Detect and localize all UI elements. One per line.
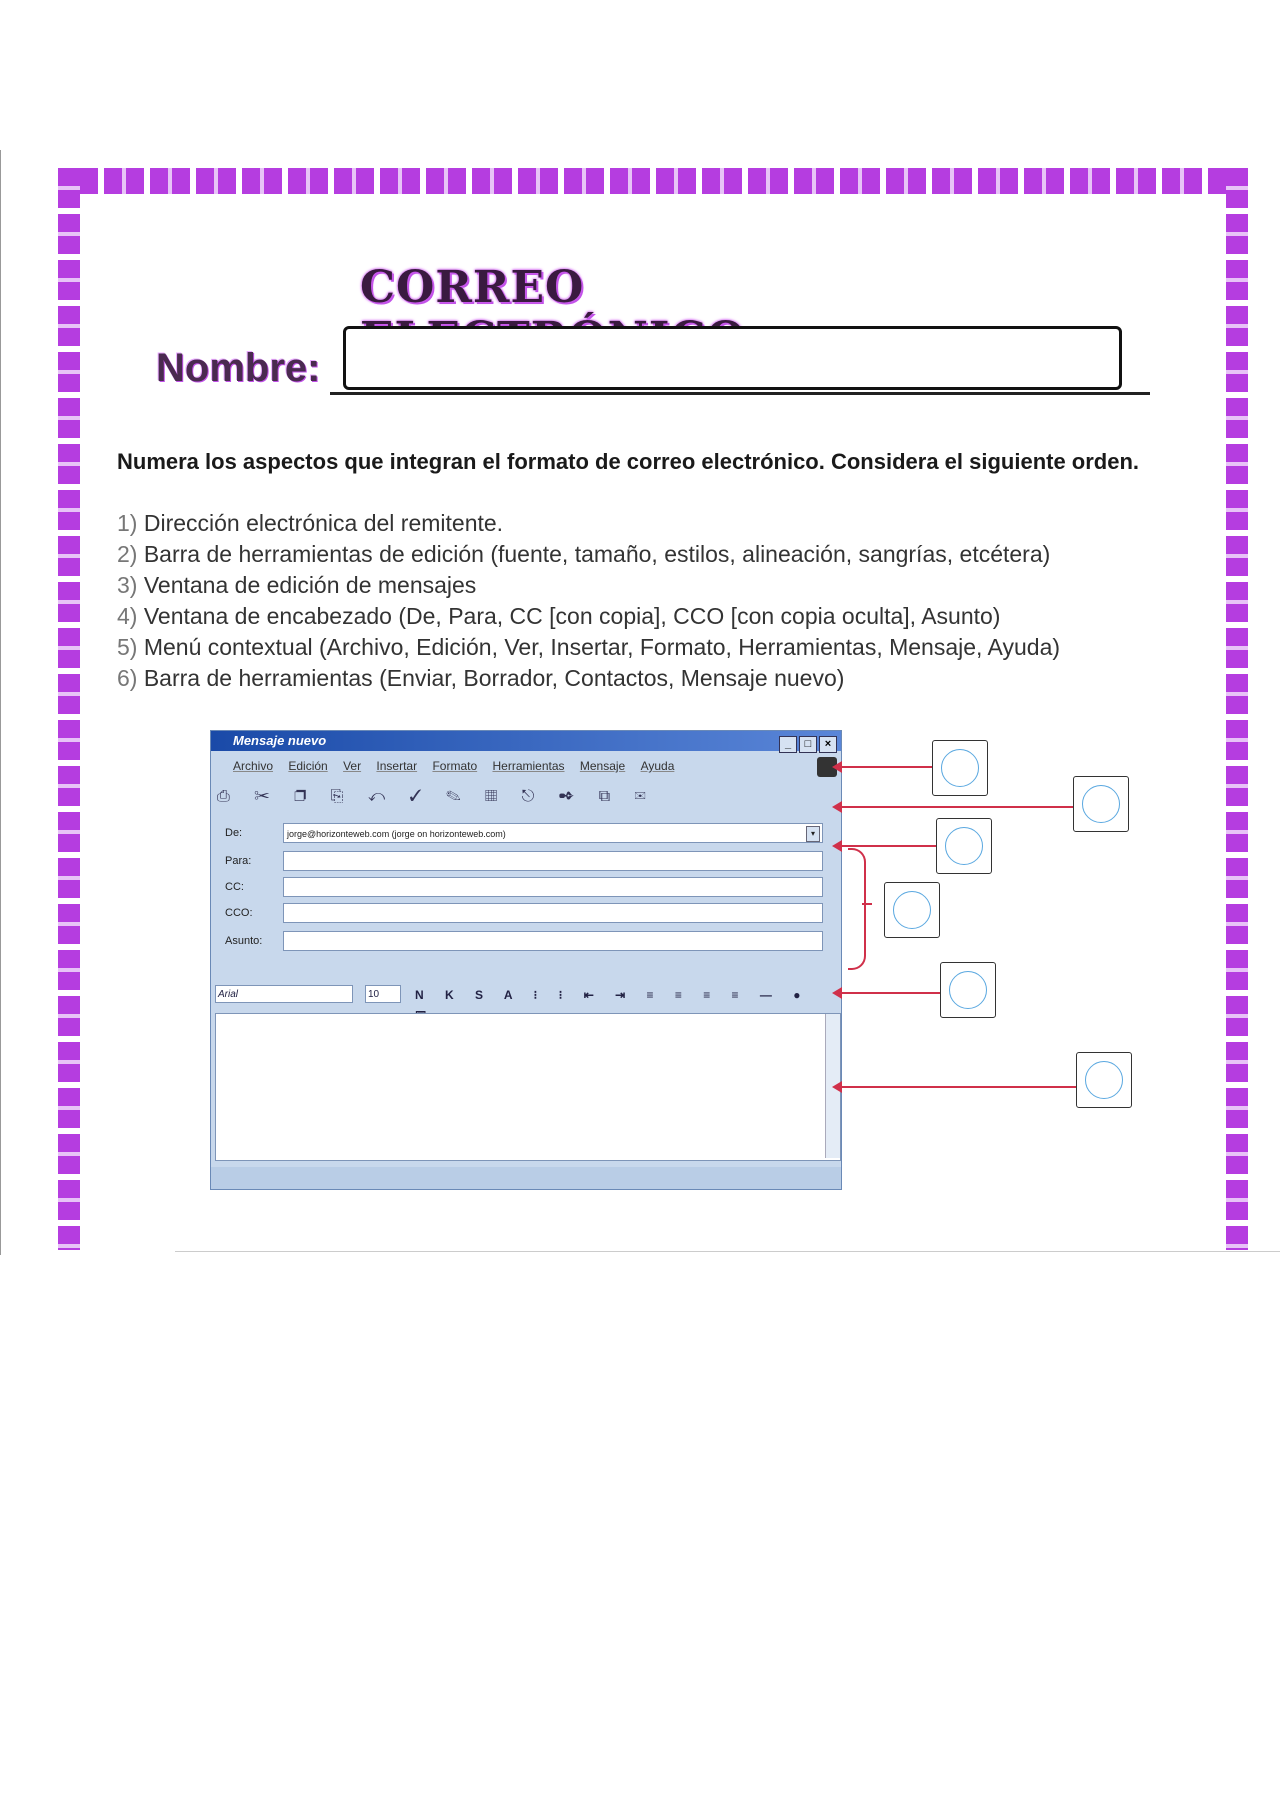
answer-box-toolbar[interactable]: [1073, 776, 1129, 832]
name-label: Nombre:: [156, 346, 321, 390]
page-edge: [0, 150, 1, 1255]
cc-label: CC:: [225, 881, 244, 893]
arrow-to-body: [840, 1086, 1076, 1088]
step-text: Ventana de encabezado (De, Para, CC [con copia], CCO [con copia oculta], Asunto): [143, 603, 1001, 629]
header-row-from: [211, 823, 841, 845]
decorative-border-top: [58, 168, 1248, 194]
font-select[interactable]: Arial: [215, 985, 353, 1003]
answer-box-header[interactable]: [884, 882, 940, 938]
list-item: [117, 601, 1217, 632]
name-underline: [330, 392, 1150, 395]
name-field[interactable]: [343, 326, 1122, 390]
arrow-to-format-bar: [840, 992, 940, 994]
decorative-border-right: [1226, 168, 1248, 1250]
header-row-cc: [211, 877, 841, 899]
instruction-text: Numera los aspectos que integran el formato de correo electrónico. Considera el siguiente orden.: [117, 449, 1140, 474]
bcc-label: CCO:: [225, 907, 253, 919]
step-text: Barra de herramientas (Enviar, Borrador, Contactos, Mensaje nuevo): [143, 665, 845, 691]
main-toolbar[interactable]: ⎙ ✂ ❐ ⎘ ↶ ✓ ✎ ▦ ⎋ ✒ ⧉ ✉: [217, 788, 656, 805]
step-number: 6): [117, 665, 138, 691]
arrow-to-from: [840, 845, 936, 847]
format-tools[interactable]: N K S A ⁝ ⁝ ⇤ ⇥ ≡ ≡ ≡ ≡ — ●: [415, 988, 810, 1002]
brace-tip: [862, 903, 872, 905]
minimize-button[interactable]: _: [779, 736, 797, 753]
chevron-down-icon[interactable]: ▾: [806, 826, 820, 842]
list-item: [117, 632, 1217, 663]
cc-field[interactable]: [283, 877, 823, 897]
step-number: 5): [117, 634, 138, 660]
to-field[interactable]: [283, 851, 823, 871]
maximize-button[interactable]: □: [799, 736, 817, 753]
email-window: [210, 730, 842, 1190]
subject-field[interactable]: [283, 931, 823, 951]
step-text: Ventana de edición de mensajes: [143, 572, 477, 598]
answer-box-from[interactable]: [936, 818, 992, 874]
menu-insertar[interactable]: Insertar: [376, 759, 418, 773]
header-row-to: [211, 851, 841, 873]
steps-list: [117, 508, 1217, 694]
list-item: [117, 570, 1217, 601]
window-controls: [777, 733, 837, 753]
from-field[interactable]: [283, 823, 823, 843]
list-item: [117, 508, 1217, 539]
list-item: [117, 663, 1217, 694]
step-number: 4): [117, 603, 138, 629]
subject-label: Asunto:: [225, 935, 263, 947]
answer-box-menu[interactable]: [932, 740, 988, 796]
from-label: De:: [225, 827, 243, 839]
message-body[interactable]: [215, 1013, 841, 1161]
arrow-to-menu: [840, 766, 932, 768]
page-divider: [175, 1251, 1280, 1252]
answer-box-format[interactable]: [940, 962, 996, 1018]
from-value: jorge@horizonteweb.com (jorge on horizonteweb.com): [287, 829, 506, 839]
header-row-subject: [211, 931, 841, 953]
decorative-border-left: [58, 168, 80, 1250]
window-titlebar: [211, 731, 841, 751]
step-text: Barra de herramientas de edición (fuente, tamaño, estilos, alineación, sangrías, etcétera): [143, 541, 1051, 567]
page-title: CORREO: [360, 262, 585, 313]
menu-formato[interactable]: Formato: [432, 759, 478, 773]
menu-ayuda[interactable]: Ayuda: [640, 759, 675, 773]
header-row-bcc: [211, 903, 841, 925]
close-button[interactable]: ×: [819, 736, 837, 753]
to-label: Para:: [225, 855, 252, 867]
step-text: Menú contextual (Archivo, Edición, Ver, Insertar, Formato, Herramientas, Mensaje, Ayuda): [143, 634, 1061, 660]
header-brace: [848, 848, 866, 970]
list-item: [117, 539, 1217, 570]
menu-ver[interactable]: Ver: [343, 759, 362, 773]
menu-archivo[interactable]: Archivo: [233, 759, 274, 773]
menu-herramientas[interactable]: Herramientas: [492, 759, 565, 773]
format-toolbar: [215, 983, 837, 1007]
step-number: 2): [117, 541, 138, 567]
step-number: 3): [117, 572, 138, 598]
font-size-select[interactable]: 10: [365, 985, 401, 1003]
window-title: Mensaje nuevo: [233, 733, 327, 748]
menu-mensaje[interactable]: Mensaje: [579, 759, 626, 773]
answer-box-body[interactable]: [1076, 1052, 1132, 1108]
arrow-to-toolbar: [840, 806, 1073, 808]
bcc-field[interactable]: [283, 903, 823, 923]
step-number: 1): [117, 510, 138, 536]
step-text: Dirección electrónica del remitente.: [143, 510, 504, 536]
status-bar: [211, 1167, 841, 1189]
menu-edicion[interactable]: Edición: [288, 759, 328, 773]
menu-bar: [211, 755, 841, 777]
